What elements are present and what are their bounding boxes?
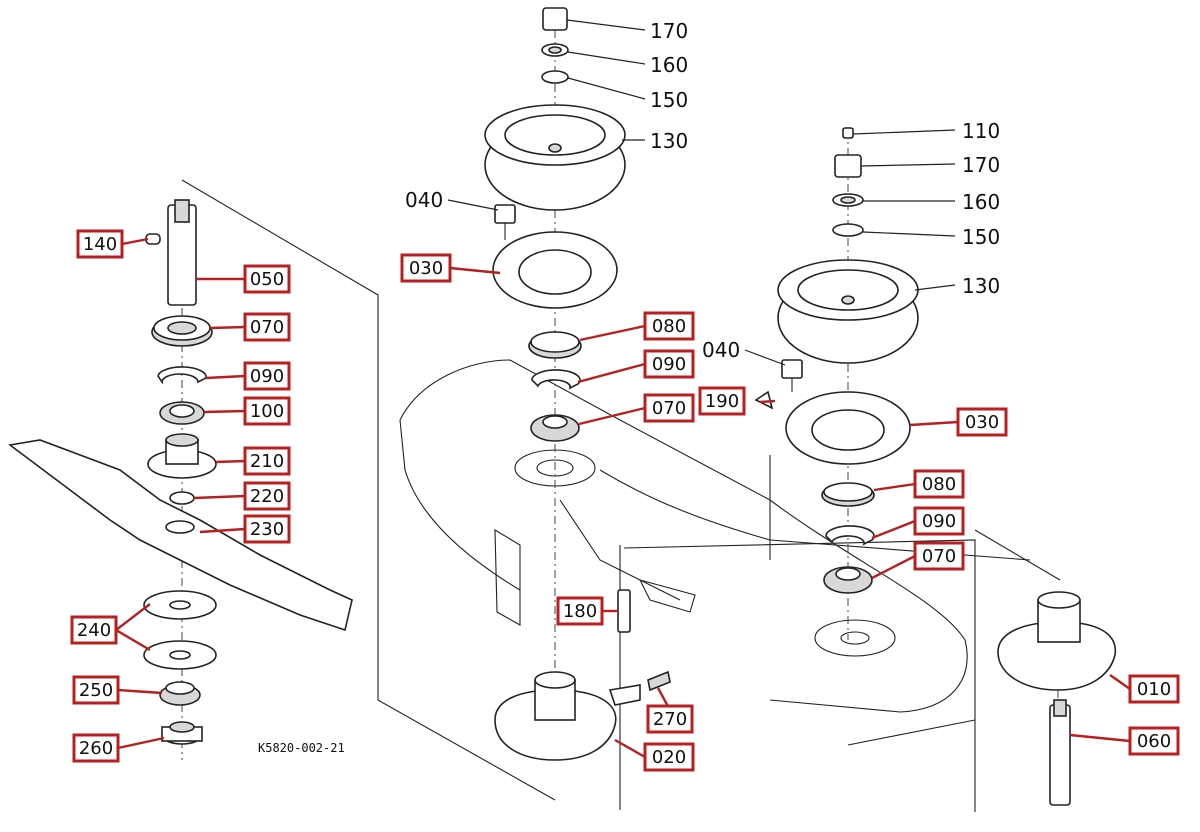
callout-250[interactable]	[74, 677, 118, 703]
center-spindle-assembly	[485, 8, 670, 760]
svg-text:030: 030	[964, 412, 1000, 433]
callout-230[interactable]	[245, 516, 289, 542]
part-number-label: 040	[702, 338, 741, 362]
callout-270[interactable]	[648, 706, 692, 732]
svg-text:270: 270	[652, 709, 688, 730]
callout-080[interactable]	[645, 313, 693, 339]
callout-050[interactable]	[245, 266, 289, 292]
svg-text:060: 060	[1136, 731, 1172, 752]
callout-090[interactable]	[915, 508, 963, 534]
svg-text:070: 070	[651, 398, 687, 419]
svg-text:080: 080	[921, 474, 957, 495]
part-number-label: 130	[962, 274, 1001, 298]
part-number-label: 160	[650, 53, 689, 77]
callout-030[interactable]	[958, 409, 1006, 435]
callout-140[interactable]	[78, 231, 122, 257]
svg-text:010: 010	[1136, 679, 1172, 700]
part-number-label: 160	[962, 190, 1001, 214]
callout-080[interactable]	[915, 471, 963, 497]
svg-text:210: 210	[249, 451, 285, 472]
svg-text:090: 090	[921, 511, 957, 532]
svg-text:250: 250	[78, 680, 114, 701]
svg-text:260: 260	[78, 738, 114, 759]
callout-090[interactable]	[645, 351, 693, 377]
part-number-label: 040	[405, 188, 444, 212]
svg-text:030: 030	[408, 258, 444, 279]
svg-text:190: 190	[704, 391, 740, 412]
woodruff-key	[146, 234, 160, 244]
callout-190[interactable]	[700, 388, 744, 414]
callout-240[interactable]	[72, 617, 116, 643]
drawing-reference-code: K5820-002-21	[258, 741, 345, 755]
svg-text:070: 070	[921, 546, 957, 567]
callout-060[interactable]	[1130, 728, 1178, 754]
svg-text:090: 090	[651, 354, 687, 375]
callout-220[interactable]	[245, 483, 289, 509]
part-number-label: 170	[650, 19, 689, 43]
callout-180[interactable]	[558, 598, 602, 624]
left-spindle-assembly	[10, 200, 352, 744]
callout-070[interactable]	[245, 314, 289, 340]
svg-text:080: 080	[651, 316, 687, 337]
callout-030[interactable]	[402, 255, 450, 281]
svg-text:180: 180	[562, 601, 598, 622]
snap-ring	[158, 367, 206, 382]
svg-text:070: 070	[249, 317, 285, 338]
callout-020[interactable]	[645, 744, 693, 770]
svg-text:140: 140	[82, 234, 118, 255]
callout-070[interactable]	[915, 543, 963, 569]
part-number-label: 150	[650, 88, 689, 112]
callout-260[interactable]	[74, 735, 118, 761]
callout-090[interactable]	[245, 363, 289, 389]
svg-text:240: 240	[76, 620, 112, 641]
callout-210[interactable]	[245, 448, 289, 474]
part-number-label: 130	[650, 129, 689, 153]
svg-text:100: 100	[249, 401, 285, 422]
svg-text:020: 020	[651, 747, 687, 768]
svg-text:230: 230	[249, 519, 285, 540]
svg-text:050: 050	[249, 269, 285, 290]
part-number-label: 150	[962, 225, 1001, 249]
svg-text:090: 090	[249, 366, 285, 387]
callout-070[interactable]	[645, 395, 693, 421]
part-number-label: 110	[962, 119, 1001, 143]
callout-010[interactable]	[1130, 676, 1178, 702]
svg-text:220: 220	[249, 486, 285, 507]
callout-100[interactable]	[245, 398, 289, 424]
part-number-label: 170	[962, 153, 1001, 177]
